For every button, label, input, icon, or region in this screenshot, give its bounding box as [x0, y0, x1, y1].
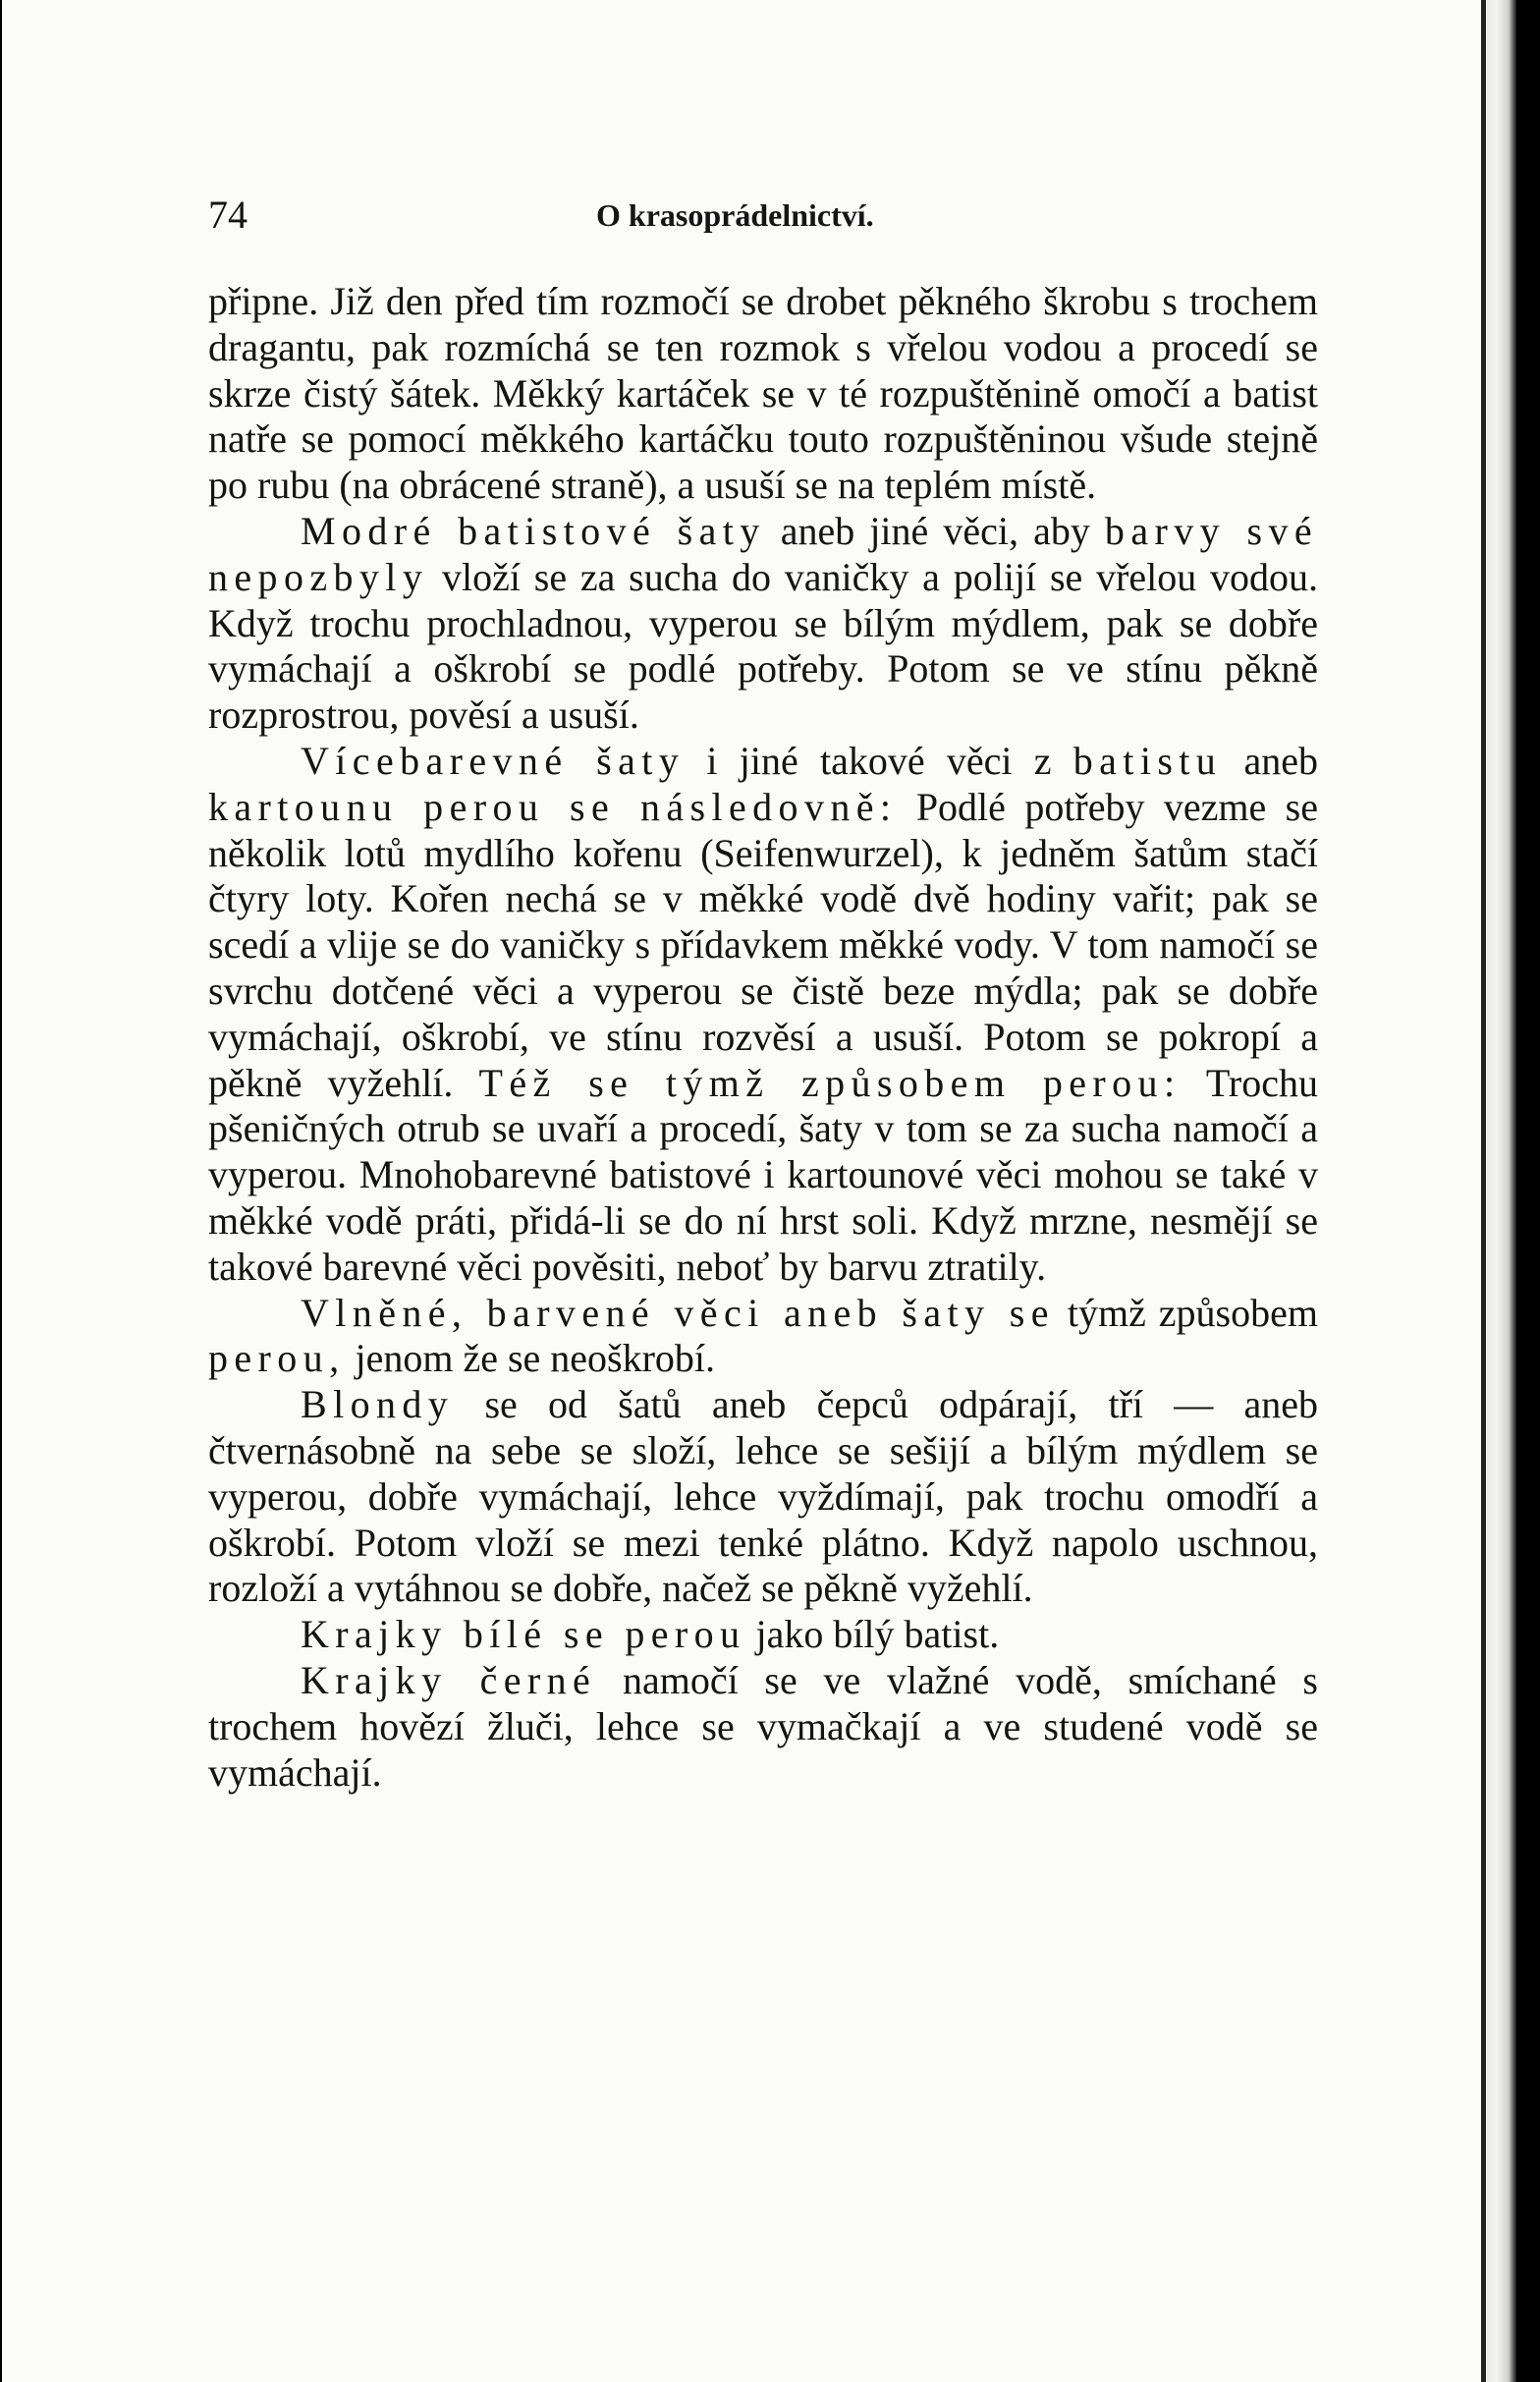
- paragraph-text: týmž způsobem: [1054, 1290, 1318, 1335]
- spaced-term: kartounu perou se následovně:: [208, 784, 898, 829]
- page-header: [208, 192, 1328, 241]
- paragraph: [208, 509, 1318, 739]
- paragraph: [208, 279, 1318, 509]
- spaced-term: Krajky černé: [301, 1657, 597, 1702]
- spaced-term: batistu: [1072, 738, 1223, 783]
- spaced-term: Též se týmž způsobem perou:: [478, 1060, 1182, 1105]
- book-page: [2, 0, 1487, 2382]
- paragraph-text: aneb jiné věci, aby: [765, 508, 1105, 553]
- paragraph: [208, 1291, 1318, 1383]
- spaced-term: barvy své nepozbyly: [208, 508, 1318, 599]
- body-text: [208, 279, 1318, 1796]
- spaced-term: perou,: [208, 1336, 346, 1381]
- paragraph-text: jako bílý batist.: [745, 1612, 1000, 1657]
- paragraph: [208, 1612, 1318, 1658]
- paragraph-text: Podlé potřeby vezme se několik lotů mydlího kořenu (Seifenwurzel), k jedněm šatům stačí čtyry loty. Kořen nechá se v měkké vodě dvě hodiny vařit; pak se scedí a vlije se do vaničky s přídavkem měkké vody. V tom namočí se svrchu dotčené věci a vyperou se čistě beze mýdla; pak se dobře vymáchají, oškrobí, ve stínu rozvěsí a usuší. Potom se pokropí a pěkně vyžehlí.: [208, 784, 1318, 1105]
- paragraph-text: namočí se ve vlažné vodě, smíchané s trochem hovězí žluči, lehce se vymačkají a ve studené vodě se vymáchají.: [208, 1657, 1318, 1795]
- paragraph-text: se od šatů aneb čepců odpárají, tří — aneb čtvernásobně na sebe se složí, lehce se sešijí a bílým mýdlem se vyperou, dobře vymáchají, lehce vyždímají, pak trochu omodří a oškrobí. Potom vloží se mezi tenké plátno. Když napolo uschnou, rozloží a vytáhnou se dobře, načež se pěkně vyžehlí.: [208, 1382, 1318, 1611]
- running-title: O krasoprádelnictví.: [596, 197, 874, 233]
- spaced-term: Vlněné, barvené věci aneb šaty se: [301, 1290, 1055, 1335]
- paragraph: [208, 1658, 1318, 1796]
- paragraph-text: připne. Již den před tím rozmočí se drobet pěkného škrobu s trochem dragantu, pak rozmíchá se ten rozmok s vřelou vodou a procedí se skrze čistý šátek. Měkký kartáček se v té rozpuštěnině omočí a batist natře se pomocí měkkého kartáčku touto rozpuštěninou všude stejně po rubu (na obrácené straně), a usuší se na teplém místě.: [208, 279, 1318, 508]
- spaced-term: Vícebarevné šaty: [301, 738, 686, 783]
- paragraph-text: jenom že se neoškrobí.: [345, 1336, 716, 1381]
- paragraph-text: vloží se za sucha do vaničky a polijí se vřelou vodou. Když trochu prochladnou, vyperou se bílým mýdlem, pak se dobře vymáchají a oškrobí se podlé potřeby. Potom se ve stínu pěkně rozprostrou, pověsí a usuší.: [208, 554, 1318, 738]
- spaced-term: Modré batistové šaty: [301, 508, 766, 553]
- next-page-edge: [1487, 0, 1516, 2382]
- page-fold-shadow: [1481, 0, 1486, 2382]
- spaced-term: Blondy: [301, 1382, 455, 1427]
- paragraph-text: aneb: [1222, 738, 1318, 783]
- paragraph-text: i jiné takové věci z: [685, 738, 1073, 783]
- page-number: 74: [208, 193, 248, 237]
- paragraph: [208, 1382, 1318, 1612]
- paragraph: [208, 739, 1318, 1291]
- spaced-term: Krajky bílé se perou: [301, 1612, 746, 1657]
- paragraph-text: Trochu pšeničných otrub se uvaří a procedí, šaty v tom se za sucha namočí a vyperou. Mnohobarevné batistové i kartounové věci mohou se také v měkké vodě práti, přidá-li se do ní hrst soli. Když mrzne, nesmějí se takové barevné věci pověsiti, neboť by barvu ztratily.: [208, 1060, 1318, 1289]
